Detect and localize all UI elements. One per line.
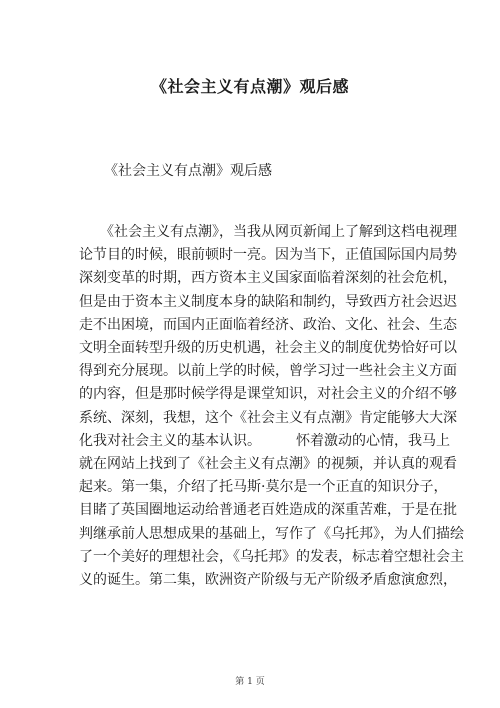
body-line: 义的诞生。第二集，欧洲资产阶级与无产阶级矛盾愈演愈烈，: [79, 572, 457, 589]
document-title: 《社会主义有点潮》观后感: [150, 77, 349, 96]
body-line: 文明全面转型升级的历史机遇，社会主义的制度优势恰好可以: [79, 340, 457, 357]
body-line: 起来。第一集，介绍了托马斯·莫尔是一个正直的知识分子，: [79, 479, 448, 496]
body-line: 系统、深刻，我想，这个《社会主义有点潮》肯定能够大大深: [79, 409, 457, 426]
body-line: 走不出困境，而国内正面临着经济、政治、文化、社会、生态: [79, 316, 457, 333]
body-line: 深刻变革的时期，西方资本主义国家面临着深刻的社会危机，: [79, 270, 457, 287]
body-line: 的内容，但是那时候学得是课堂知识，对社会主义的介绍不够: [79, 386, 457, 403]
body-line: 就在网站上找到了《社会主义有点潮》的视频，并认真的观看: [79, 456, 457, 473]
body-line: 化我对社会主义的基本认识。 怀着激动的心情，我马上: [79, 432, 450, 449]
body-line: 但是由于资本主义制度本身的缺陷和制约，导致西方社会迟迟: [79, 293, 457, 310]
body-line: 了一个美好的理想社会，《乌托邦》的发表，标志着空想社会主: [79, 548, 464, 565]
page-number: 第 1 页: [235, 677, 265, 687]
body-paragraph: [79, 221, 464, 592]
body-line: 《社会主义有点潮》，当我从网页新闻上了解到这档电视理: [79, 224, 457, 240]
body-line: 得到充分展现。以前上学的时候，曾学习过一些社会主义方面: [79, 363, 457, 380]
body-line: 目睹了英国圈地运动给普通老百姓造成的深重苦难，于是在批: [79, 502, 457, 519]
body-line: 论节目的时候，眼前顿时一亮。因为当下，正值国际国内局势: [79, 247, 457, 264]
document-subtitle: 《社会主义有点潮》观后感: [104, 163, 272, 179]
body-line: 判继承前人思想成果的基础上，写作了《乌托邦》，为人们描绘: [79, 525, 464, 542]
